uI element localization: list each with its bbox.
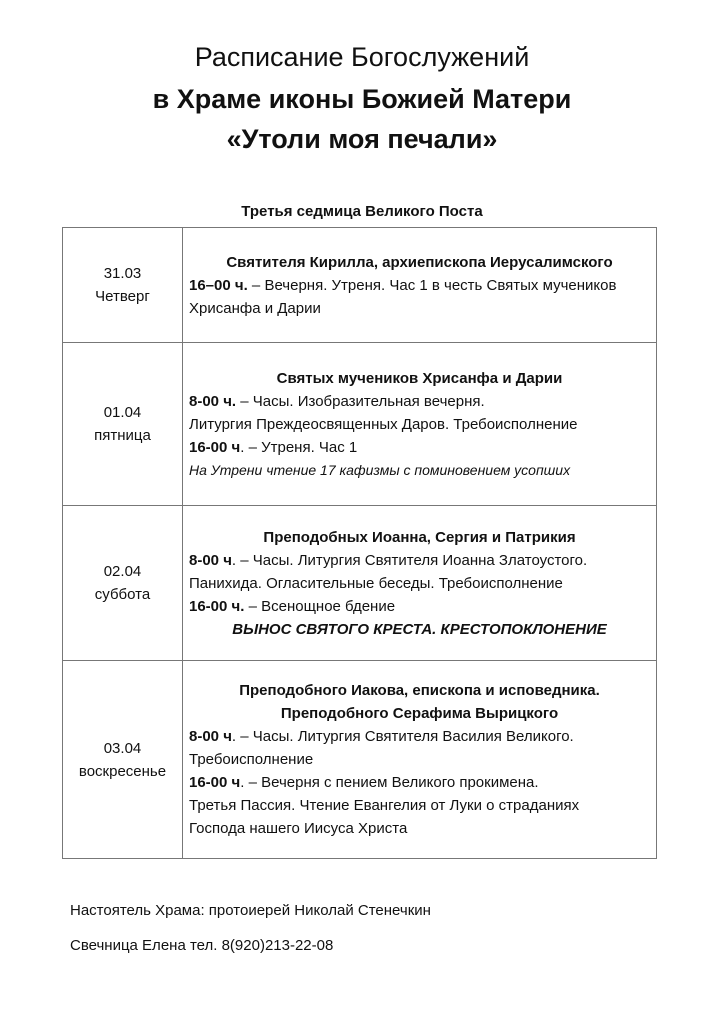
- title-line-2: в Храме иконы Божией Матери: [152, 84, 572, 114]
- service-line: [189, 595, 650, 618]
- date-cell: [63, 506, 183, 661]
- weekday: пятница: [94, 427, 151, 444]
- service-line: [189, 436, 650, 459]
- service-text: . – Часы. Литургия Святителя Василия Великого.: [231, 728, 574, 745]
- service-line: [189, 549, 650, 572]
- date: 03.04: [103, 739, 142, 757]
- saint-title: Святителя Кирилла, архиепископа Иерусалимского: [226, 253, 613, 271]
- title-line-3: «Утоли моя печали»: [226, 124, 498, 154]
- weekday: суббота: [94, 586, 151, 603]
- week-title: Третья седмица Великого Поста: [241, 203, 483, 220]
- service-text: – Часы. Изобразительная вечерня.: [236, 392, 485, 410]
- weekday: Четверг: [95, 288, 150, 305]
- service-text: . – Вечерня с пением Великого прокимена.: [240, 774, 539, 791]
- date-cell: [63, 661, 183, 859]
- service-line: [189, 794, 650, 817]
- schedule-table: [62, 227, 657, 859]
- services-cell: [183, 228, 657, 343]
- saint-title: Преподобных Иоанна, Сергия и Патрикия: [263, 528, 576, 546]
- services-cell: [183, 343, 657, 506]
- service-text: . – Утреня. Час 1: [240, 438, 358, 456]
- service-note: На Утрени чтение 17 кафизмы с поминовением усопших: [189, 461, 571, 478]
- schedule-row: [63, 228, 657, 343]
- services-cell: [183, 506, 657, 661]
- date: 02.04: [103, 563, 142, 580]
- service-line: [189, 572, 650, 595]
- service-time: 8-00 ч: [189, 551, 232, 569]
- service-text: Литургия Преждеосвященных Даров. Требоисполнение: [189, 415, 578, 433]
- title-line-1: Расписание Богослужений: [194, 42, 530, 72]
- feast-accent: ВЫНОС СВЯТОГО КРЕСТА. КРЕСТОПОКЛОНЕНИЕ: [232, 620, 607, 638]
- service-time: 8-00 ч: [189, 728, 232, 745]
- service-line: [189, 725, 650, 748]
- service-line: [189, 817, 650, 840]
- service-text: . – Часы. Литургия Святителя Иоанна Златоустого.: [231, 551, 588, 569]
- service-time: 16-00 ч: [189, 774, 241, 791]
- schedule-row: [63, 343, 657, 506]
- date: 31.03: [103, 265, 142, 282]
- service-time: 16–00 ч.: [189, 276, 248, 294]
- service-time: 16-00 ч.: [189, 597, 245, 615]
- service-text: Третья Пассия. Чтение Евангелия от Луки о страданиях: [189, 797, 580, 814]
- service-text: – Вечерня. Утреня. Час 1 в честь Святых мучеников Хрисанфа и Дарии: [189, 276, 617, 317]
- date-cell: [63, 343, 183, 506]
- service-text: Требоисполнение: [189, 751, 314, 768]
- service-line: [189, 771, 650, 794]
- saint-title: Святых мучеников Хрисанфа и Дарии: [276, 369, 563, 387]
- service-line: [189, 274, 650, 320]
- service-line: [189, 390, 650, 413]
- contact-line: Свечница Елена тел. 8(920)213-22-08: [70, 937, 334, 954]
- schedule-row: [63, 661, 657, 859]
- service-text: – Всенощное бдение: [244, 597, 396, 615]
- rector-line: Настоятель Храма: протоиерей Николай Стенечкин: [70, 902, 431, 919]
- service-time: 16-00 ч: [189, 438, 241, 456]
- service-line: [189, 748, 650, 771]
- service-text: Господа нашего Иисуса Христа: [189, 820, 408, 837]
- date-cell: [63, 228, 183, 343]
- weekday: воскресенье: [78, 762, 167, 780]
- saint-title: Преподобного Иакова, епископа и исповедника.: [239, 682, 600, 699]
- schedule-row: [63, 506, 657, 661]
- service-text: Панихида. Огласительные беседы. Требоисполнение: [189, 574, 563, 592]
- saint-title-2: Преподобного Серафима Вырицкого: [280, 705, 559, 722]
- service-line: [189, 413, 650, 436]
- service-time: 8-00 ч.: [189, 392, 237, 410]
- date: 01.04: [103, 404, 142, 421]
- services-cell: [183, 661, 657, 859]
